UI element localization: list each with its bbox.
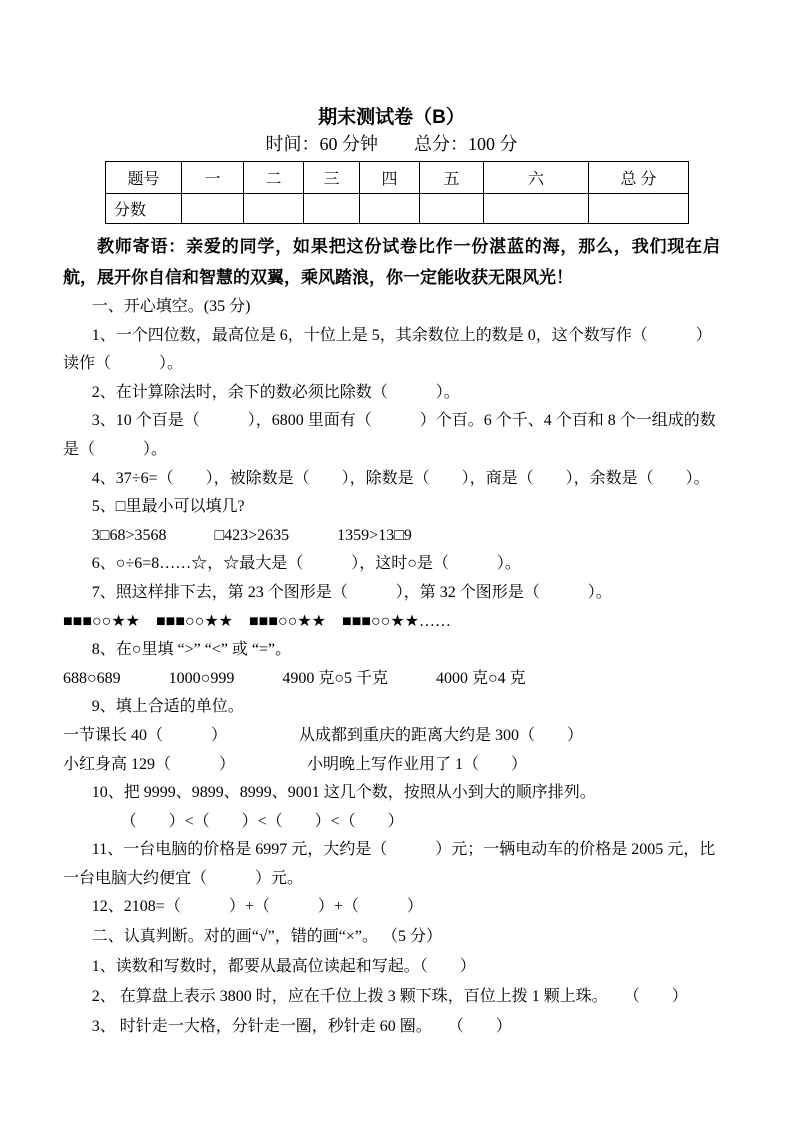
q4-line: 4、37÷6=（ ），被除数是（ ），除数是（ ），商是（ ），余数是（ ）。 xyxy=(91,469,710,487)
score-cell xyxy=(304,194,360,224)
score-table xyxy=(105,161,689,224)
q2-line: 2、在计算除法时，余下的数必须比除数（ ）。 xyxy=(91,383,460,401)
q5-blanks-row: 3□68>3568 □423>2635 1359>13□9 xyxy=(91,526,412,544)
q7-shape-pattern: ■■■○○★★ ■■■○○★★ ■■■○○★★ ■■■○○★★…… xyxy=(63,612,452,630)
q7-line: 7、照这样排下去，第 23 个图形是（ ），第 32 个图形是（ ）。 xyxy=(91,583,612,601)
score-table-score-row xyxy=(106,194,689,224)
score-table-header-cell: 总 分 xyxy=(589,162,689,194)
score-table-header-cell: 二 xyxy=(244,162,304,194)
score-table-header-cell: 四 xyxy=(360,162,420,194)
q9-line: 9、填上合适的单位。 xyxy=(91,698,244,716)
q8-compare-row: 688○689 1000○999 4900 克○5 千克 4000 克○4 克 xyxy=(63,669,526,687)
score-cell xyxy=(589,194,689,224)
q12-line: 12、2108=（ ）+（ ）+（ ） xyxy=(91,898,423,916)
q3-line-2: 是（ ）。 xyxy=(63,440,168,458)
section1-heading: 一、开心填空。(35 分) xyxy=(91,298,251,315)
q9-units-row-2: 小红身高 129（ ） 小明晚上写作业用了 1（ ） xyxy=(63,755,528,773)
q10-line: 10、把 9999、9899、8999、9001 这几个数，按照从小到大的顺序排列。 xyxy=(91,784,596,802)
q5-line: 5、□里最小可以填几? xyxy=(91,498,245,516)
score-table-header-cell: 三 xyxy=(304,162,360,194)
page-title: 期末测试卷（B） xyxy=(318,107,465,128)
score-table-header-cell: 六 xyxy=(484,162,589,194)
q10-order-blanks: （ ）<（ ）<（ ）<（ ） xyxy=(120,812,404,830)
section2-heading: 二、认真判断。对的画“√”，错的画“×”。 （5 分） xyxy=(91,928,443,946)
judge-q1: 1、读数和写数时，都要从最高位读起和写起。（ ） xyxy=(91,958,476,976)
q11-line-2: 一台电脑大约便宜（ ）元。 xyxy=(63,869,304,887)
score-cell xyxy=(484,194,589,224)
score-cell xyxy=(360,194,420,224)
exam-meta: 时间：60 分钟 总分：100 分 xyxy=(265,134,518,154)
q1-line-2: 读作（ ）。 xyxy=(63,355,184,373)
score-table-header-cell: 题号 xyxy=(106,162,182,194)
q9-units-row-1: 一节课长 40（ ） 从成都到重庆的距离大约是 300（ ） xyxy=(63,726,584,744)
score-table-row-label: 分数 xyxy=(106,194,182,224)
score-cell xyxy=(420,194,484,224)
q3-line-1: 3、10 个百是（ ），6800 里面有（ ）个百。6 个千、4 个百和 8 个一组成的数 xyxy=(91,412,716,430)
q1-line-1: 1、一个四位数，最高位是 6，十位上是 5，其余数位上的数是 0，这个数写作（ ） xyxy=(91,326,712,344)
score-table-header-cell: 一 xyxy=(182,162,244,194)
judge-q3: 3、 时针走一大格，分针走一圈，秒针走 60 圈。 （ ） xyxy=(91,1018,512,1036)
score-cell xyxy=(244,194,304,224)
q6-line: 6、○÷6=8……☆，☆最大是（ ），这时○是（ ）。 xyxy=(91,555,521,573)
judge-q2: 2、 在算盘上表示 3800 时，应在千位上拨 3 颗下珠，百位上拨 1 颗上珠。 （ ） xyxy=(91,988,688,1006)
score-table-header-cell: 五 xyxy=(420,162,484,194)
teacher-message: 教师寄语：亲爱的同学，如果把这份试卷比作一份湛蓝的海，那么，我们现在启航，展开你自信和智慧的双翼，乘风踏浪，你一定能收获无限风光！ xyxy=(63,237,720,287)
q8-line: 8、在○里填 “>” “<” 或 “=”。 xyxy=(91,641,292,659)
score-cell xyxy=(182,194,244,224)
q11-line-1: 11、一台电脑的价格是 6997 元，大约是（ ）元；一辆电动车的价格是 2005 元，比 xyxy=(91,841,716,859)
score-table-header-row xyxy=(106,162,689,194)
